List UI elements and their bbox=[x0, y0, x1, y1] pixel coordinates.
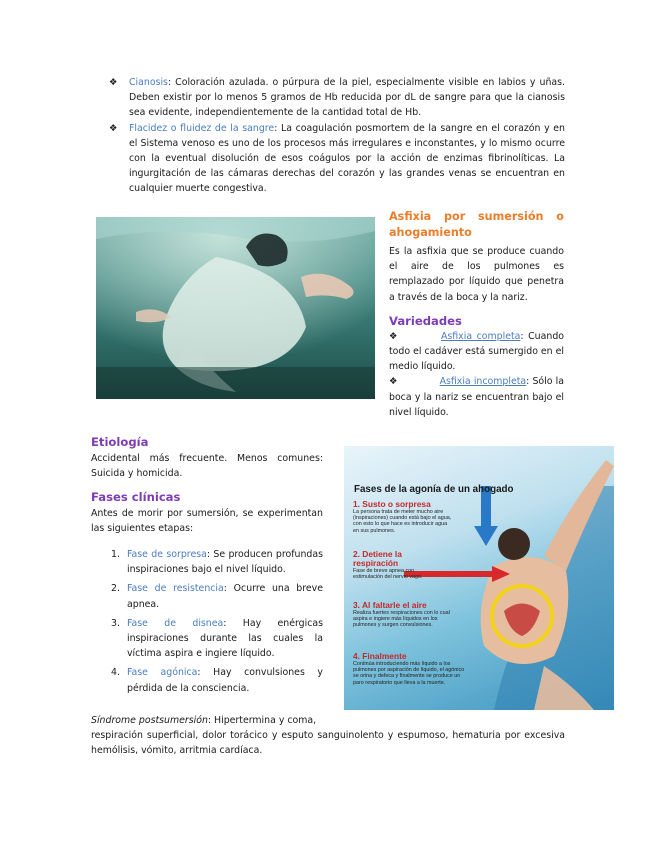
fases-intro: Antes de morir por sumersión, se experimentan las siguientes etapas: bbox=[91, 508, 323, 535]
variedad-completa bbox=[389, 329, 564, 375]
cianosis-term: Cianosis bbox=[129, 77, 168, 88]
asfixia-section bbox=[389, 209, 564, 420]
variedad-incompleta bbox=[389, 374, 564, 420]
fase-number: 4. bbox=[111, 667, 120, 679]
fase-term: Fase de disnea bbox=[127, 617, 224, 629]
asfixia-text: Es la asfixia que se produce cuando el aire de los pulmones es remplazado por líquido que penetra a través de la boca y la nariz. bbox=[389, 246, 564, 303]
fase-item-2 bbox=[111, 581, 323, 611]
fases-heading: Fases clínicas bbox=[91, 490, 181, 504]
sindrome-line1-text: : Hipertermina y coma, bbox=[207, 715, 317, 726]
fase-text: : Se producen profundas inspiraciones bajo el nivel líquido. bbox=[127, 549, 323, 576]
step-heading: 3. Al faltarle el aire bbox=[353, 600, 427, 610]
diamond-bullet-icon: ❖ bbox=[109, 122, 118, 134]
etiologia-heading: Etiología bbox=[91, 435, 149, 449]
fase-text: : Hay convulsiones y pérdida de la consciencia. bbox=[127, 667, 323, 694]
fase-item-1 bbox=[111, 547, 323, 577]
step-text: Continúa introduciendo más líquido a los pulmones por aspiración de líquido, el agónico se orina y defeca y finalmente se produce un paro respiratorio que lleva a la muerte. bbox=[353, 661, 465, 686]
bullet-item-flacidez bbox=[109, 121, 565, 197]
drowning-photo bbox=[96, 217, 375, 399]
variedad-incompleta-text bbox=[389, 374, 564, 420]
asfixia-incompleta-desc: : Sólo la boca y la nariz se encuentran bajo el nivel líquido. bbox=[389, 376, 564, 418]
variedad-completa-text bbox=[389, 329, 564, 375]
diamond-bullet-icon: ❖ bbox=[389, 330, 399, 342]
infographic-step-4 bbox=[353, 652, 471, 686]
fases-section bbox=[91, 490, 323, 536]
cianosis-paragraph bbox=[129, 75, 565, 121]
asfixia-title: Asfixia por sumersión o ahogamiento bbox=[389, 210, 564, 239]
cianosis-text: : Coloración azulada. o púrpura de la piel, especialmente visible en labios y uñas. Deben existir por lo menos 5 gramos de Hb reducida por dL de sangre para que la cianosis sea evidente, independientemente de la cantidad total de Hb. bbox=[129, 77, 565, 119]
asfixia-completa-desc: : Cuando todo el cadáver está sumergido en el medio líquido. bbox=[389, 330, 564, 373]
diamond-bullet-icon: ❖ bbox=[389, 376, 398, 388]
asfixia-incompleta-link[interactable]: Asfixia incompleta bbox=[439, 376, 527, 388]
fase-item-4 bbox=[111, 665, 323, 695]
step-text: Fase de breve apnea con estimulación del nervio vago. bbox=[353, 568, 423, 581]
underwater-figure-illustration bbox=[96, 217, 375, 399]
fase-text: : Hay enérgicas inspiraciones durante las cuales la víctima aspira e ingiere líquido. bbox=[127, 617, 323, 660]
infographic-step-2 bbox=[353, 550, 435, 580]
sindrome-section bbox=[91, 713, 565, 759]
sindrome-term: Síndrome postsumersión bbox=[91, 715, 208, 726]
fase-item-3 bbox=[111, 616, 323, 662]
flacidez-paragraph bbox=[129, 121, 565, 197]
diamond-bullet-icon: ❖ bbox=[109, 77, 118, 88]
etiologia-section bbox=[91, 435, 323, 481]
sindrome-line-2: respiración superficial, dolor torácico y esputo sanguinolento y espumoso, hematuria por excesiva hemólisis, vómito, arritmia cardíaca. bbox=[91, 730, 565, 757]
asfixia-completa-link[interactable]: Asfixia completa bbox=[440, 330, 521, 342]
infographic-fases-agonia bbox=[344, 446, 614, 710]
bullet-list-top bbox=[109, 75, 565, 197]
variedades-heading: Variedades bbox=[389, 313, 462, 328]
infographic-title: Fases de la agonía de un ahogado bbox=[354, 484, 514, 495]
step-heading: 4. Finalmente bbox=[353, 651, 407, 661]
flacidez-term: Flacidez o fluidez de la sangre bbox=[129, 122, 275, 134]
step-heading: 2. Detiene la respiración bbox=[353, 549, 402, 568]
flacidez-text: : La coagulación posmortem de la sangre en el corazón y en el Sistema venoso es uno de los procesos más irregulares e inconstantes, y lo mismo ocurre con la eventual disolución de esos coágulos por la acción de enzimas fibrinolíticas. La ingurgitación de las cámaras derechas del corazón y las grandes venas se encuentran en cualquier muerte congestiva. bbox=[129, 122, 565, 195]
bullet-item-cianosis bbox=[109, 75, 565, 121]
fase-term: Fase de resistencia bbox=[127, 583, 224, 595]
fase-number: 2. bbox=[111, 583, 120, 595]
fase-term: Fase de sorpresa bbox=[127, 549, 207, 560]
step-heading: 1. Susto o sorpresa bbox=[353, 499, 431, 509]
fases-list bbox=[111, 547, 323, 696]
infographic-step-3 bbox=[353, 601, 461, 629]
infographic-step-1 bbox=[353, 500, 453, 534]
sindrome-line-1 bbox=[91, 713, 565, 728]
fase-text: : Ocurre una breve apnea. bbox=[127, 583, 323, 610]
step-text: Realiza fuertes respiraciones con lo cual aspira e ingiere más líquidos en los pulmones y surgen convulsiones. bbox=[353, 610, 450, 629]
etiologia-text: Accidental más frecuente. Menos comunes: Suicida y homicida. bbox=[91, 453, 323, 480]
step-text: La persona trata de meter mucho aire (inspiraciones) cuando está bajo el agua, con esto lo que hace es introducir agua en sus pulmones. bbox=[353, 509, 452, 534]
fase-number: 1. bbox=[111, 549, 120, 560]
fase-number: 3. bbox=[111, 617, 120, 629]
fase-term: Fase agónica bbox=[127, 667, 198, 679]
